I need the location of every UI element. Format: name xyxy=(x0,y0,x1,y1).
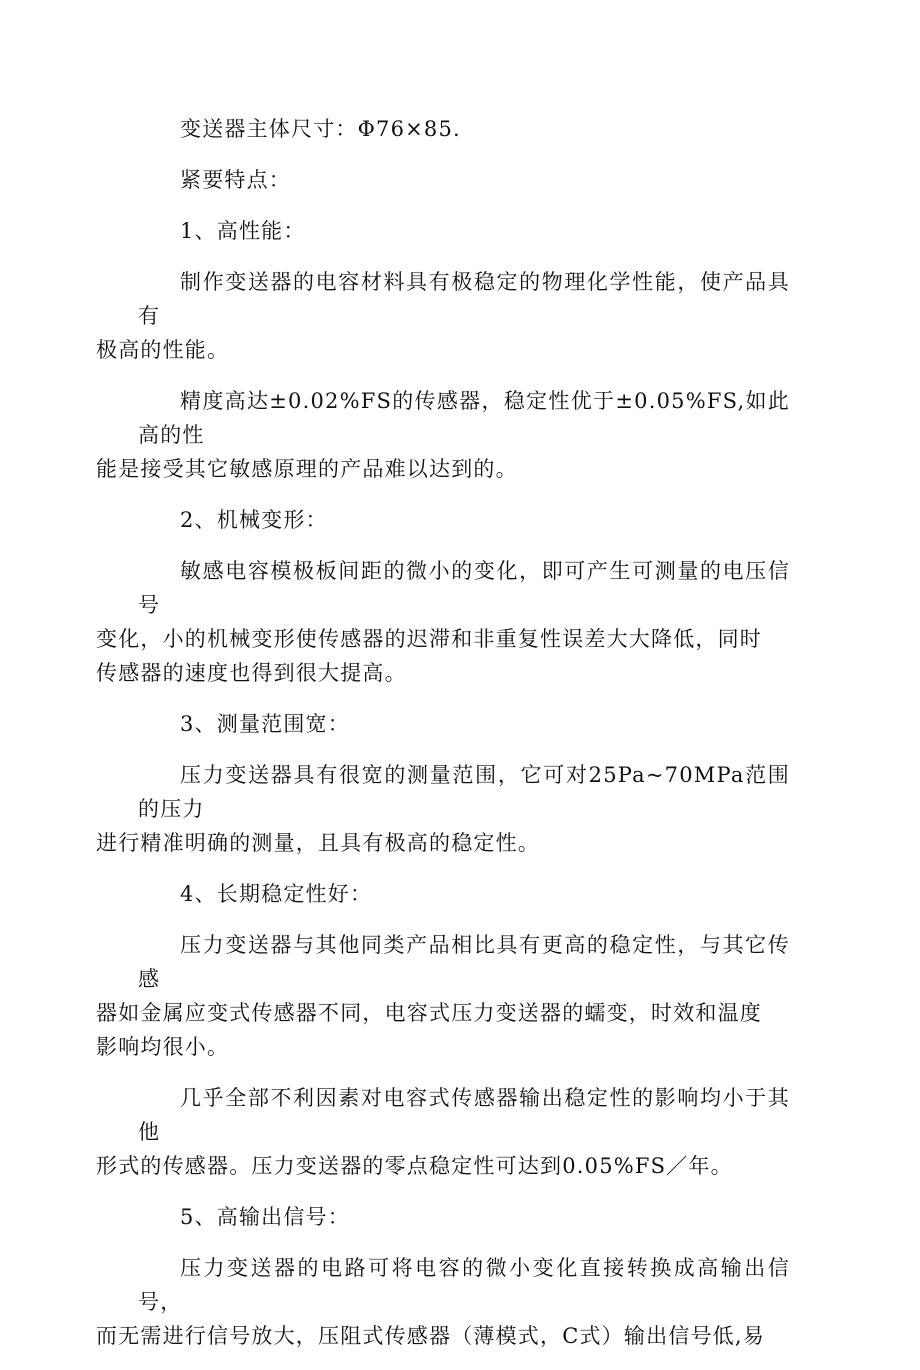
paragraph xyxy=(96,758,790,860)
text-line: 变送器主体尺寸：Φ76×85. xyxy=(180,117,461,141)
paragraph xyxy=(138,877,790,911)
text-line: 3、测量范围宽： xyxy=(180,712,350,736)
text-line: 进行精准明确的测量，且具有极高的稳定性。 xyxy=(96,831,540,855)
text-line: 压力变送器具有很宽的测量范围，它可对25Pa~70MPa范围的压力 xyxy=(138,763,790,821)
text-line: 而无需进行信号放大，压阻式传感器（薄模式，C式）输出信号低,易 xyxy=(96,1324,765,1348)
text-line: 2、机械变形： xyxy=(180,508,328,532)
paragraph xyxy=(96,1251,790,1353)
text-line: 形式的传感器。压力变送器的零点稳定性可达到0.05%FS／年。 xyxy=(96,1154,733,1178)
text-line: 紧要特点： xyxy=(180,168,291,192)
paragraph xyxy=(96,384,790,486)
text-line: 1、高性能： xyxy=(180,219,306,243)
text-line: 影响均很小。 xyxy=(96,1035,230,1059)
document-body xyxy=(96,112,790,1370)
paragraph xyxy=(138,163,790,197)
paragraph xyxy=(96,554,790,690)
text-line: 变化，小的机械变形使传感器的迟滞和非重复性误差大大降低，同时 xyxy=(96,627,762,651)
text-line: 传感器的速度也得到很大提高。 xyxy=(96,661,407,685)
text-line: 能是接受其它敏感原理的产品难以达到的。 xyxy=(96,457,518,481)
paragraph xyxy=(96,928,790,1064)
text-line: 制作变送器的电容材料具有极稳定的物理化学性能，使产品具有 xyxy=(138,270,790,328)
paragraph xyxy=(138,707,790,741)
paragraph xyxy=(138,112,790,146)
text-line: 精度高达±0.02%FS的传感器，稳定性优于±0.05%FS,如此高的性 xyxy=(138,389,790,447)
text-line: 压力变送器与其他同类产品相比具有更高的稳定性，与其它传感 xyxy=(138,933,790,991)
text-line: 敏感电容模极板间距的微小的变化，即可产生可测量的电压信号 xyxy=(138,559,790,617)
paragraph xyxy=(96,1081,790,1183)
paragraph xyxy=(138,214,790,248)
text-line: 5、高输出信号： xyxy=(180,1205,350,1229)
paragraph xyxy=(96,265,790,367)
text-line: 几乎全部不利因素对电容式传感器输出稳定性的影响均小于其他 xyxy=(138,1086,790,1144)
text-line: 4、长期稳定性好： xyxy=(180,882,373,906)
paragraph xyxy=(138,503,790,537)
paragraph xyxy=(138,1200,790,1234)
text-line: 极高的性能。 xyxy=(96,338,230,362)
text-line: 压力变送器的电路可将电容的微小变化直接转换成高输出信号， xyxy=(138,1256,790,1314)
text-line: 器如金属应变式传感器不同，电容式压力变送器的蠕变，时效和温度 xyxy=(96,1001,762,1025)
